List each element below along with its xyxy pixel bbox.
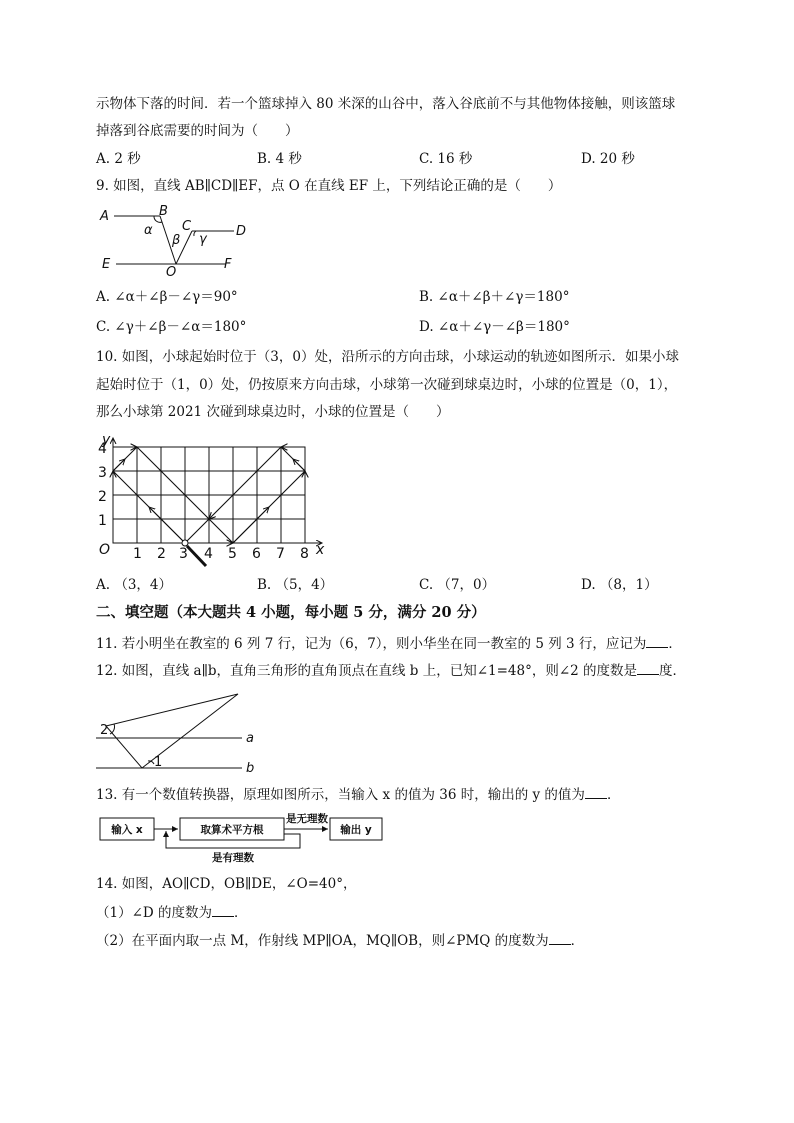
q11-line (96, 636, 682, 652)
q8-option-d: D. 20 秒 (581, 151, 635, 167)
q12-figure (92, 688, 272, 772)
q10-x-axis-label: x (316, 542, 325, 558)
q10-line2: 起始时位于（1，0）处，仍按原来方向击球，小球第一次碰到球桌边时，小球的位置是（0，1）， (96, 377, 678, 393)
q14-stem: 14. 如图，AO∥CD，OB∥DE，∠O=40°， (96, 876, 357, 892)
q10-line3: 那么小球第 2021 次碰到球桌边时，小球的位置是（ ） (96, 404, 450, 420)
q8-line2: 掉落到谷底需要的时间为（ ） (96, 123, 299, 139)
q14-part2-blank[interactable] (549, 933, 571, 945)
q10-x-tick-8: 8 (300, 546, 309, 562)
q9-label-b: B (159, 204, 168, 219)
q9-label-beta: β (172, 233, 181, 248)
q10-x-tick-3: 3 (179, 546, 188, 562)
flow-process-label: 取算术平方根 (200, 824, 264, 836)
q12-label-2: 2 (100, 723, 109, 738)
q14-part2-end: ． (570, 933, 585, 949)
q8-option-a: A. 2 秒 (96, 151, 141, 167)
q10-y-tick-1: 1 (98, 513, 107, 529)
q10-x-tick-7: 7 (276, 546, 285, 562)
q10-option-a: A. （3，4） (96, 577, 173, 593)
flow-rational-label: 是有理数 (212, 852, 254, 864)
q12-line (96, 663, 686, 679)
q12-text: 12. 如图，直线 a∥b，直角三角形的直角顶点在直线 b 上，已知∠1=48°，则∠2 的度数是 (96, 663, 638, 679)
q10-y-tick-3: 3 (98, 465, 107, 481)
q12-label-1: 1 (154, 755, 163, 770)
q10-y-tick-2: 2 (98, 489, 107, 505)
q14-part1-end: ． (234, 905, 248, 921)
q14-part1: （1）∠D 的度数为 (96, 905, 213, 921)
q10-x-tick-4: 4 (204, 546, 213, 562)
q9-option-a: A. ∠α＋∠β－∠γ＝90° (96, 289, 238, 305)
flow-output-label: 输出 y (340, 824, 372, 836)
q10-line1: 10. 如图，小球起始时位于（3，0）处，沿所示的方向击球，小球运动的轨迹如图所示．如果小球 (96, 349, 679, 365)
q12-answer-blank[interactable] (637, 663, 659, 675)
q8-line1: 示物体下落的时间．若一个篮球掉入 80 米深的山谷中，落入谷底前不与其他物体接触，则该篮球 (96, 96, 676, 112)
q10-y-axis-label: y (102, 432, 111, 448)
q14-part2: （2）在平面内取一点 M，作射线 MP∥OA，MQ∥OB，则∠PMQ 的度数为 (96, 933, 549, 949)
section-heading: 二、填空题（本大题共 4 小题，每小题 5 分，满分 20 分） (96, 604, 486, 621)
q10-option-b: B. （5，4） (257, 577, 334, 593)
q11-text: 11. 若小明坐在教室的 6 列 7 行，记为（6，7），则小华坐在同一教室的 5 列 3 行，应记为 (96, 636, 647, 652)
q13-answer-blank[interactable] (585, 787, 607, 799)
q9-label-c: C (182, 219, 192, 234)
q10-y-tick-4: 4 (98, 441, 107, 457)
q9-stem: 9. 如图，直线 AB∥CD∥EF，点 O 在直线 EF 上，下列结论正确的是（ ） (96, 178, 562, 194)
flow-input-label: 输入 x (111, 824, 143, 836)
q9-label-f: F (224, 257, 232, 272)
q9-figure (96, 204, 256, 278)
q10-x-tick-2: 2 (157, 546, 166, 562)
q13-end: ． (606, 787, 621, 803)
q12-end: 度． (659, 663, 687, 679)
q9-label-o: O (166, 265, 177, 278)
q13-flowchart (96, 810, 396, 866)
q10-x-tick-6: 6 (252, 546, 261, 562)
q9-label-a: A (100, 209, 109, 224)
q9-option-c: C. ∠γ＋∠β－∠α＝180° (96, 319, 247, 335)
q9-label-d: D (236, 224, 247, 239)
q14-part1-blank[interactable] (212, 905, 234, 917)
q13-line (96, 787, 620, 803)
flow-irrational-label: 是无理数 (286, 813, 328, 825)
q10-x-tick-1: 1 (133, 546, 142, 562)
q9-label-e: E (102, 257, 111, 272)
q13-text: 13. 有一个数值转换器，原理如图所示，当输入 x 的值为 36 时，输出的 y 的值为 (96, 787, 585, 803)
q10-option-d: D. （8，1） (581, 577, 658, 593)
q10-x-tick-5: 5 (228, 546, 237, 562)
q9-label-gamma: γ (199, 232, 207, 247)
q9-label-alpha: α (144, 223, 153, 238)
q9-option-d: D. ∠α＋∠γ－∠β＝180° (419, 319, 570, 335)
q11-answer-blank[interactable] (646, 636, 668, 648)
q10-origin-label: O (99, 542, 111, 558)
q11-end: ． (668, 636, 682, 652)
q9-option-b: B. ∠α＋∠β＋∠γ＝180° (419, 289, 570, 305)
q10-figure (90, 432, 340, 572)
q14-part2-line (96, 933, 584, 949)
q12-label-a: a (246, 731, 254, 746)
q12-label-b: b (246, 761, 255, 772)
q10-option-c: C. （7，0） (419, 577, 496, 593)
q8-option-c: C. 16 秒 (419, 151, 473, 167)
q8-option-b: B. 4 秒 (257, 151, 302, 167)
q14-part1-line (96, 905, 248, 921)
